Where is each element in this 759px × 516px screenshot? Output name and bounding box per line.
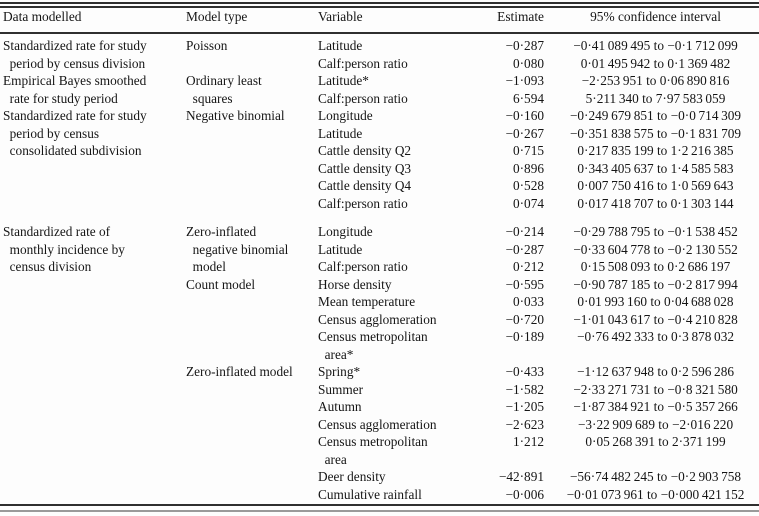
cell-estimate <box>484 346 544 364</box>
cell-data-modelled <box>3 195 186 213</box>
cell-data-modelled: Empirical Bayes smoothed <box>3 73 147 88</box>
cell-model-type: squares <box>186 90 233 106</box>
table-row <box>0 433 759 451</box>
table-header-row <box>0 7 759 27</box>
cell-confidence-interval: 0·15 508 093 to 0·2 686 197 <box>580 259 731 274</box>
cell-variable: Summer <box>318 381 364 397</box>
cell-variable: Latitude <box>318 38 363 53</box>
cell-confidence-interval: 0·217 835 199 to 1·2 216 385 <box>577 143 734 158</box>
cell-confidence-interval: −0·33 604 778 to −0·2 130 552 <box>573 241 738 257</box>
table-row <box>0 416 759 434</box>
cell-variable: Calf:person ratio <box>318 90 408 106</box>
cell-variable: Census metropolitan <box>318 329 428 344</box>
cell-data-modelled: period by census <box>3 125 100 141</box>
cell-model-type <box>186 311 318 329</box>
cell-variable: Cattle density Q4 <box>318 178 412 193</box>
cell-variable: Calf:person ratio <box>318 55 408 71</box>
cell-confidence-interval: −0·41 089 495 to −0·1 712 099 <box>573 38 738 53</box>
table-row <box>0 177 759 195</box>
column-header-variable: Variable <box>318 9 363 24</box>
cell-model-type <box>186 142 318 160</box>
cell-data-modelled: census division <box>3 259 92 274</box>
cell-model-type <box>186 433 318 451</box>
cell-estimate: 0·896 <box>512 160 544 176</box>
cell-confidence-interval: −2·253 951 to 0·06 890 816 <box>581 73 730 88</box>
table-row <box>0 346 759 364</box>
column-header-estimate: Estimate <box>497 9 544 24</box>
column-header-confidence-interval: 95% confidence interval <box>590 9 721 24</box>
cell-model-type: model <box>186 259 226 274</box>
cell-model-type <box>186 177 318 195</box>
cell-estimate: −0·287 <box>505 38 544 53</box>
cell-data-modelled: rate for study period <box>3 90 118 106</box>
cell-model-type <box>186 346 318 364</box>
cell-estimate: −1·093 <box>505 73 544 88</box>
cell-confidence-interval: −2·33 271 731 to −0·8 321 580 <box>573 381 738 397</box>
cell-model-type <box>186 55 318 73</box>
table-row <box>0 195 759 213</box>
cell-confidence-interval: 0·01 993 160 to 0·04 688 028 <box>577 294 734 309</box>
cell-model-type: Count model <box>186 276 256 292</box>
table-row <box>0 328 759 346</box>
cell-confidence-interval <box>544 451 757 469</box>
cell-estimate: −42·891 <box>498 469 544 484</box>
cell-variable: Census agglomeration <box>318 416 437 432</box>
table-rule-bottom-inner <box>0 504 759 506</box>
cell-variable: Latitude <box>318 125 363 141</box>
table-row <box>0 107 759 125</box>
cell-estimate: −2·623 <box>505 416 544 432</box>
cell-variable: Census agglomeration <box>318 311 437 327</box>
cell-confidence-interval: 0·017 418 707 to 0·1 303 144 <box>577 195 734 211</box>
cell-confidence-interval: 0·343 405 637 to 1·4 585 583 <box>577 160 734 176</box>
cell-variable: Deer density <box>318 469 386 484</box>
cell-estimate: 0·074 <box>512 195 544 211</box>
cell-model-type <box>186 328 318 346</box>
cell-data-modelled <box>3 451 186 469</box>
cell-estimate: −0·006 <box>505 486 544 502</box>
table-row <box>0 258 759 276</box>
cell-data-modelled <box>3 468 186 486</box>
cell-confidence-interval: −0·90 787 185 to −0·2 817 994 <box>573 276 738 292</box>
cell-confidence-interval: −56·74 482 245 to −0·2 903 758 <box>569 469 742 484</box>
cell-estimate: 1·212 <box>512 434 544 449</box>
cell-model-type <box>186 451 318 469</box>
cell-model-type <box>186 416 318 434</box>
cell-estimate <box>484 451 544 469</box>
cell-variable: area* <box>318 346 354 362</box>
cell-model-type: Zero-inflated <box>186 224 257 239</box>
cell-data-modelled <box>3 160 186 178</box>
cell-confidence-interval: 5·211 340 to 7·97 583 059 <box>585 90 726 106</box>
cell-model-type: negative binomial <box>186 241 289 257</box>
cell-variable: area <box>318 451 347 467</box>
cell-variable: Cumulative rainfall <box>318 486 422 502</box>
cell-variable: Spring* <box>318 364 361 379</box>
table-row <box>0 142 759 160</box>
cell-variable: Horse density <box>318 276 392 292</box>
table-row <box>0 223 759 241</box>
table-row <box>0 276 759 294</box>
cell-confidence-interval: −0·76 492 333 to 0·3 878 032 <box>576 329 735 344</box>
cell-estimate: −0·267 <box>505 125 544 141</box>
cell-model-type <box>186 293 318 311</box>
cell-confidence-interval: 0·01 495 942 to 0·1 369 482 <box>580 55 731 71</box>
cell-estimate: 0·212 <box>512 259 544 274</box>
cell-data-modelled <box>3 177 186 195</box>
table-row <box>0 160 759 178</box>
table-row <box>0 398 759 416</box>
cell-data-modelled: Standardized rate for study <box>3 38 147 53</box>
cell-data-modelled <box>3 276 186 294</box>
table-rule-bottom-outer <box>0 510 759 512</box>
cell-model-type <box>186 160 318 178</box>
cell-confidence-interval: −1·12 637 948 to 0·2 596 286 <box>576 364 735 379</box>
cell-variable: Longitude <box>318 108 373 123</box>
cell-estimate: 0·080 <box>512 55 544 71</box>
cell-estimate: 0·528 <box>512 178 544 193</box>
cell-variable: Cattle density Q2 <box>318 143 412 158</box>
cell-variable: Census metropolitan <box>318 434 428 449</box>
table-rule-top-outer <box>0 2 759 4</box>
cell-data-modelled <box>3 416 186 434</box>
cell-model-type: Negative binomial <box>186 108 285 123</box>
cell-variable: Calf:person ratio <box>318 195 408 211</box>
cell-model-type: Ordinary least <box>186 73 262 88</box>
table-row <box>0 486 759 504</box>
cell-estimate: −0·189 <box>505 329 544 344</box>
cell-estimate: −1·205 <box>505 399 544 414</box>
column-header-model-type: Model type <box>186 9 248 24</box>
cell-data-modelled: consolidated subdivision <box>3 143 142 158</box>
table-row <box>0 311 759 329</box>
cell-model-type: Poisson <box>186 38 228 53</box>
cell-data-modelled: monthly incidence by <box>3 241 125 257</box>
table-row <box>0 37 759 55</box>
cell-confidence-interval: −3·22 909 689 to −2·016 220 <box>577 416 734 432</box>
cell-data-modelled <box>3 433 186 451</box>
cell-estimate: −0·214 <box>505 224 544 239</box>
cell-model-type <box>186 486 318 504</box>
cell-data-modelled: Standardized rate of <box>3 224 111 239</box>
cell-estimate: −1·582 <box>505 381 544 397</box>
cell-data-modelled <box>3 363 186 381</box>
cell-confidence-interval: −0·249 679 851 to −0·0 714 309 <box>569 108 742 123</box>
cell-confidence-interval: −0·351 838 575 to −0·1 831 709 <box>569 125 742 141</box>
cell-data-modelled <box>3 398 186 416</box>
cell-variable: Cattle density Q3 <box>318 160 412 176</box>
cell-variable: Mean temperature <box>318 294 416 309</box>
table-row <box>0 72 759 90</box>
cell-model-type <box>186 468 318 486</box>
cell-estimate: −0·433 <box>505 364 544 379</box>
cell-model-type <box>186 195 318 213</box>
table-row <box>0 241 759 259</box>
cell-model-type <box>186 398 318 416</box>
cell-estimate: −0·287 <box>505 241 544 257</box>
cell-confidence-interval: −1·01 043 617 to −0·4 210 828 <box>573 311 738 327</box>
cell-confidence-interval: 0·007 750 416 to 1·0 569 643 <box>577 178 734 193</box>
table-row <box>0 381 759 399</box>
cell-confidence-interval: −1·87 384 921 to −0·5 357 266 <box>573 399 738 414</box>
table-row <box>0 293 759 311</box>
cell-estimate: 0·033 <box>512 294 544 309</box>
cell-variable: Latitude* <box>318 73 369 88</box>
cell-data-modelled <box>3 346 186 364</box>
cell-data-modelled <box>3 328 186 346</box>
cell-data-modelled <box>3 293 186 311</box>
table-row <box>0 468 759 486</box>
cell-data-modelled: Standardized rate for study <box>3 108 147 123</box>
cell-model-type <box>186 125 318 143</box>
cell-confidence-interval <box>544 346 757 364</box>
cell-estimate: −0·595 <box>505 276 544 292</box>
cell-model-type: Zero-inflated model <box>186 364 293 379</box>
column-header-data-modelled: Data modelled <box>3 9 82 24</box>
cell-confidence-interval: −0·01 073 961 to −0·000 421 152 <box>566 486 745 502</box>
table-body <box>0 37 759 503</box>
cell-variable: Autumn <box>318 399 362 414</box>
cell-model-type <box>186 381 318 399</box>
table-row <box>0 451 759 469</box>
table-row <box>0 90 759 108</box>
cell-data-modelled <box>3 311 186 329</box>
table-row <box>0 55 759 73</box>
cell-confidence-interval: 0·05 268 391 to 2·371 199 <box>585 434 726 449</box>
cell-data-modelled <box>3 381 186 399</box>
cell-variable: Latitude <box>318 241 363 257</box>
table-rule-below-header <box>0 32 759 34</box>
cell-estimate: 0·715 <box>512 143 544 158</box>
cell-variable: Calf:person ratio <box>318 259 408 274</box>
cell-estimate: −0·720 <box>505 311 544 327</box>
cell-variable: Longitude <box>318 224 373 239</box>
cell-confidence-interval: −0·29 788 795 to −0·1 538 452 <box>573 224 738 239</box>
cell-data-modelled <box>3 486 186 504</box>
table-row <box>0 125 759 143</box>
cell-data-modelled: period by census division <box>3 55 146 71</box>
table-row <box>0 363 759 381</box>
cell-estimate: −0·160 <box>505 108 544 123</box>
cell-estimate: 6·594 <box>512 90 544 106</box>
